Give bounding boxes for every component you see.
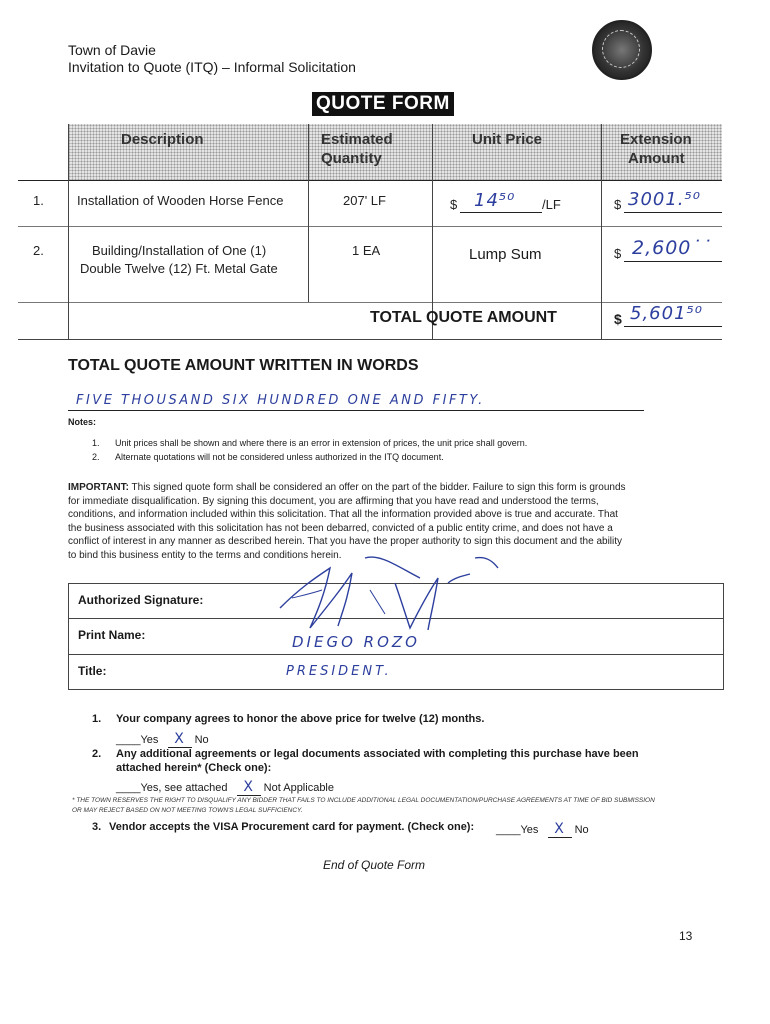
- q2-yes-label: Yes, see attached: [140, 782, 228, 794]
- q1-no-mark: X: [174, 731, 185, 747]
- row-description-line-1: Building/Installation of One (1): [92, 243, 267, 258]
- question-1-text: Your company agrees to honor the above price for twelve (12) months.: [116, 713, 485, 725]
- print-name-handwritten: DIEGO ROZO: [292, 633, 420, 651]
- title-handwritten: PRESIDENT.: [286, 664, 392, 679]
- note-text: Alternate quotations will not be considered unless authorized in the ITQ document.: [115, 452, 444, 462]
- town-name: Town of Davie: [68, 42, 156, 58]
- extension-underline: [624, 261, 722, 262]
- words-underline: [68, 410, 644, 411]
- col-header-amount: Amount: [628, 150, 685, 167]
- page-number: 13: [679, 929, 693, 943]
- disclaimer-line-1: * THE TOWN RESERVES THE RIGHT TO DISQUALIFY ANY BIDDER THAT FAILS TO INCLUDE ADDITIONAL LEGAL DOCUMENTATION/PURCHASE AGREEMENTS AT TIME OF BID SUBMISSION: [72, 797, 655, 804]
- question-2-options: [116, 779, 334, 796]
- question-number: 1.: [92, 713, 102, 725]
- total-underline: [624, 326, 722, 327]
- extension-underline: [624, 212, 722, 213]
- col-header-estimated: Estimated: [321, 131, 393, 148]
- row-number: 1.: [33, 193, 44, 208]
- words-handwritten: FIVE THOUSAND SIX HUNDRED ONE AND FIFTY.: [76, 393, 485, 408]
- q2-na-label: Not Applicable: [263, 782, 334, 794]
- q1-no-label: No: [194, 734, 209, 746]
- q2-na-mark: X: [243, 779, 254, 795]
- row-divider: [18, 302, 722, 303]
- total-quote-label: TOTAL QUOTE AMOUNT: [370, 309, 557, 326]
- col-header-extension: Extension: [620, 131, 692, 148]
- column-line: [308, 124, 309, 302]
- column-line: [432, 124, 433, 340]
- town-seal-icon: [592, 20, 652, 80]
- row-number: 2.: [33, 243, 44, 258]
- important-paragraph: IMPORTANT: This signed quote form shall be considered an offer on the part of the bidder. Failure to sign this form is grounds for immediate disqualification. By signing this document, you are affirming that you have read and understood the terms, conditions, and information included within this solicitation. That all the information provided above is true and accurate. That the business associated with this solicitation has not been debarred, convicted of a public entity crime, and does not have a conflict of interest in any manner as described herein. That you have the proper authority to sign this document and the ability to bind this business entity to the terms and conditions herein.: [68, 482, 626, 561]
- col-header-unit-price: Unit Price: [472, 131, 543, 148]
- q3-yes-label: Yes: [520, 824, 539, 836]
- words-heading: TOTAL QUOTE AMOUNT WRITTEN IN WORDS: [68, 357, 419, 374]
- unit-price-lump-sum: Lump Sum: [469, 246, 542, 263]
- question-2-text-line-2: attached herein* (Check one):: [116, 762, 272, 774]
- q3-no-mark: X: [554, 821, 565, 837]
- document-subtitle: Invitation to Quote (ITQ) – Informal Solicitation: [68, 59, 356, 75]
- authorized-signature-label: Authorized Signature:: [78, 593, 204, 607]
- notes-label: Notes:: [68, 417, 97, 427]
- question-number: 2.: [92, 748, 102, 760]
- question-1-options: [116, 731, 209, 748]
- row-quantity: 1 EA: [352, 243, 381, 258]
- q1-yes-label: Yes: [140, 734, 159, 746]
- note-text: Unit prices shall be shown and where there is an error in extension of prices, the unit price shall govern.: [115, 438, 528, 448]
- total-dollar: $: [614, 311, 622, 327]
- end-of-form: End of Quote Form: [323, 858, 426, 872]
- note-number: 2.: [92, 452, 100, 462]
- column-line: [68, 124, 69, 340]
- print-name-label: Print Name:: [78, 628, 146, 642]
- col-header-description: Description: [121, 131, 204, 148]
- total-handwritten: 5,601⁵⁰: [630, 303, 703, 324]
- unit-price-underline: [460, 212, 542, 213]
- row-description: Installation of Wooden Horse Fence: [77, 193, 284, 208]
- signature-divider: [68, 654, 723, 655]
- question-3-text: Vendor accepts the VISA Procurement card for payment. (Check one):: [109, 821, 475, 833]
- question-2-text-line-1: Any additional agreements or legal documents associated with completing this purchase have been: [116, 748, 639, 760]
- q2-yes-blank[interactable]: ____: [116, 782, 141, 794]
- title-label: Title:: [78, 664, 107, 678]
- column-line: [601, 124, 602, 340]
- row-quantity: 207' LF: [343, 193, 386, 208]
- question-3-options: [496, 821, 589, 838]
- col-header-quantity: Quantity: [321, 150, 382, 167]
- unit-price-dollar: $: [450, 197, 458, 212]
- extension-dollar: $: [614, 197, 622, 212]
- table-bottom-rule: [18, 339, 722, 340]
- q3-no-label: No: [574, 824, 589, 836]
- q1-no-checkbox[interactable]: [168, 731, 192, 748]
- note-number: 1.: [92, 438, 100, 448]
- extension-dollar: $: [614, 246, 622, 261]
- disclaimer-line-2: OR MAY REJECT BASED ON NOT MEETING TOWN'S LEGAL SUFFICIENCY.: [72, 807, 303, 814]
- q3-yes-blank[interactable]: ____: [496, 824, 521, 836]
- extension-handwritten: 2,600˙˙: [632, 237, 713, 259]
- q3-no-checkbox[interactable]: [548, 821, 572, 838]
- row-description-line-2: Double Twelve (12) Ft. Metal Gate: [80, 261, 278, 276]
- table-header-rule: [18, 180, 722, 181]
- important-label: IMPORTANT:: [68, 482, 129, 493]
- extension-handwritten: 3001.⁵⁰: [628, 189, 701, 210]
- question-number: 3.: [92, 821, 102, 833]
- form-title: QUOTE FORM: [312, 92, 454, 116]
- row-divider: [18, 226, 722, 227]
- q1-yes-blank[interactable]: ____: [116, 734, 141, 746]
- q2-na-checkbox[interactable]: [237, 779, 261, 796]
- unit-price-unit: /LF: [542, 197, 561, 212]
- unit-price-handwritten: 14⁵⁰: [474, 190, 516, 211]
